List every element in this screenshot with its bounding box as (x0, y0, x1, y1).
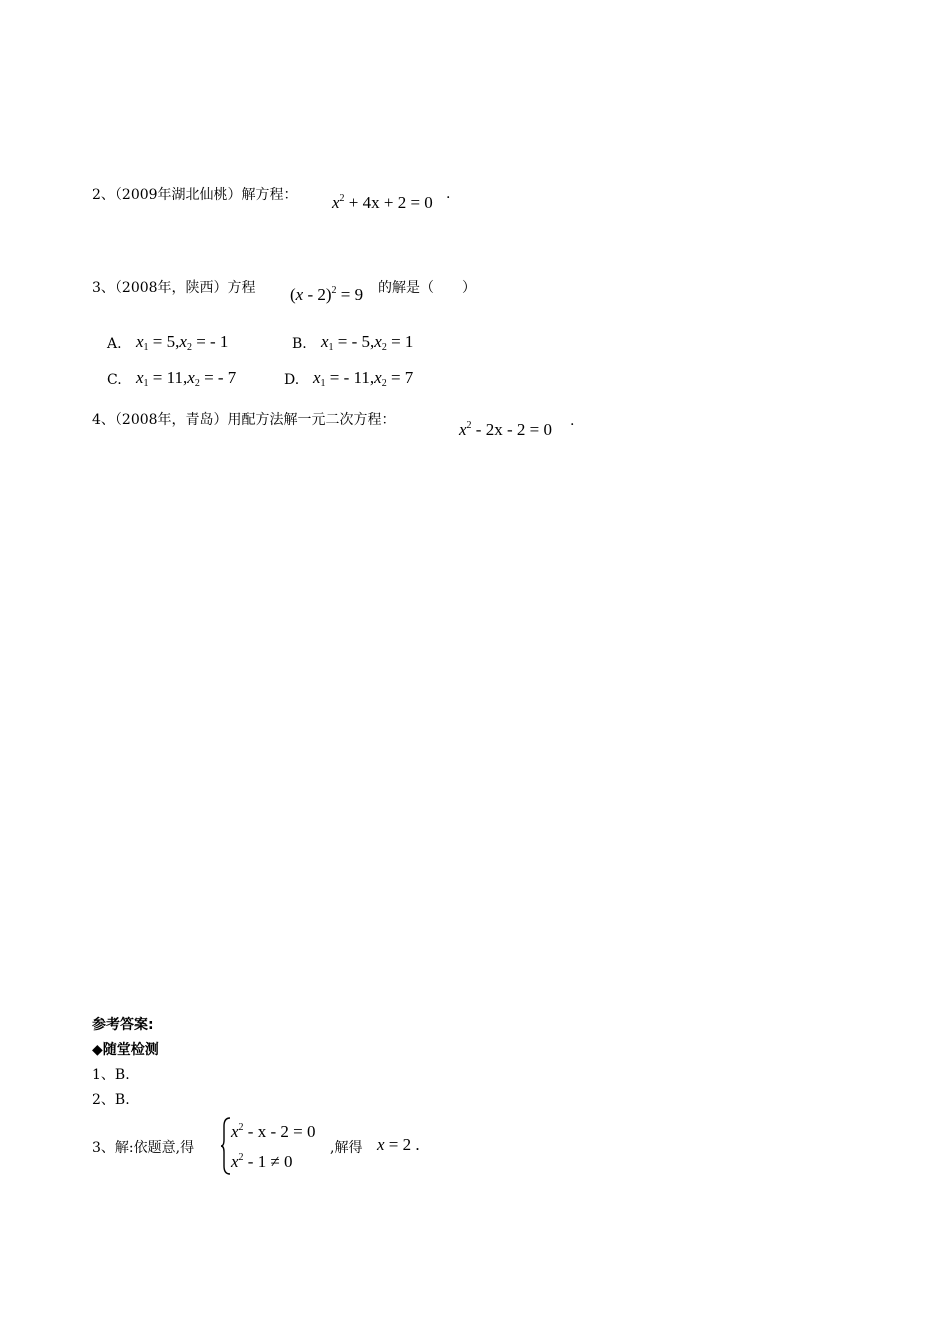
option-d-math: $x_1$ = - $11,x_2 = 7$ (313, 368, 414, 389)
question-4-period: . (570, 413, 575, 429)
answer-3-prefix: 3、解:依题意,得 (92, 1140, 195, 1156)
question-3-suffix: 的解是（ ） (378, 280, 476, 296)
option-a-label: A. (107, 336, 122, 352)
question-2-equation: $x^2 + 4x + 2 = 0$ (332, 193, 433, 212)
option-b-math: $x_1$ = - $5,x_2 = 1$ (321, 332, 414, 353)
answer-3-equation-2: $x^2 - 1 \ne 0$ (231, 1152, 293, 1171)
answer-3-equation-1: $x^2 - x - 2 = 0$ (231, 1122, 316, 1141)
question-4-equation: $x^2 - 2x - 2 = 0$ (459, 420, 552, 439)
answer-2: 2、B. (92, 1092, 130, 1108)
question-3-equation: (x - 2)$^2$ = 9 (290, 285, 364, 304)
answer-1: 1、B. (92, 1067, 130, 1083)
option-b-label: B. (292, 336, 307, 352)
answers-heading: 参考答案: (92, 1017, 154, 1033)
option-c-label: C. (107, 372, 122, 388)
question-4-text: 4、（2008年，青岛）用配方法解一元二次方程： (92, 412, 396, 428)
question-2-period: . (446, 186, 451, 202)
option-d-label: D. (284, 372, 300, 388)
answer-3-result: x = 2 . (377, 1135, 420, 1154)
option-c-math: $x_1 = 11,x_2$ = - 7 (136, 368, 237, 389)
question-3-text: 3、（2008年，陕西）方程 (92, 280, 256, 296)
answer-3-suffix: ,解得 (330, 1140, 363, 1156)
answers-section-title: ◆随堂检测 (92, 1042, 159, 1058)
option-a-math: $x_1 = 5,x_2$ = - 1 (136, 332, 229, 353)
question-2-text: 2、（2009年湖北仙桃）解方程： (92, 187, 298, 203)
